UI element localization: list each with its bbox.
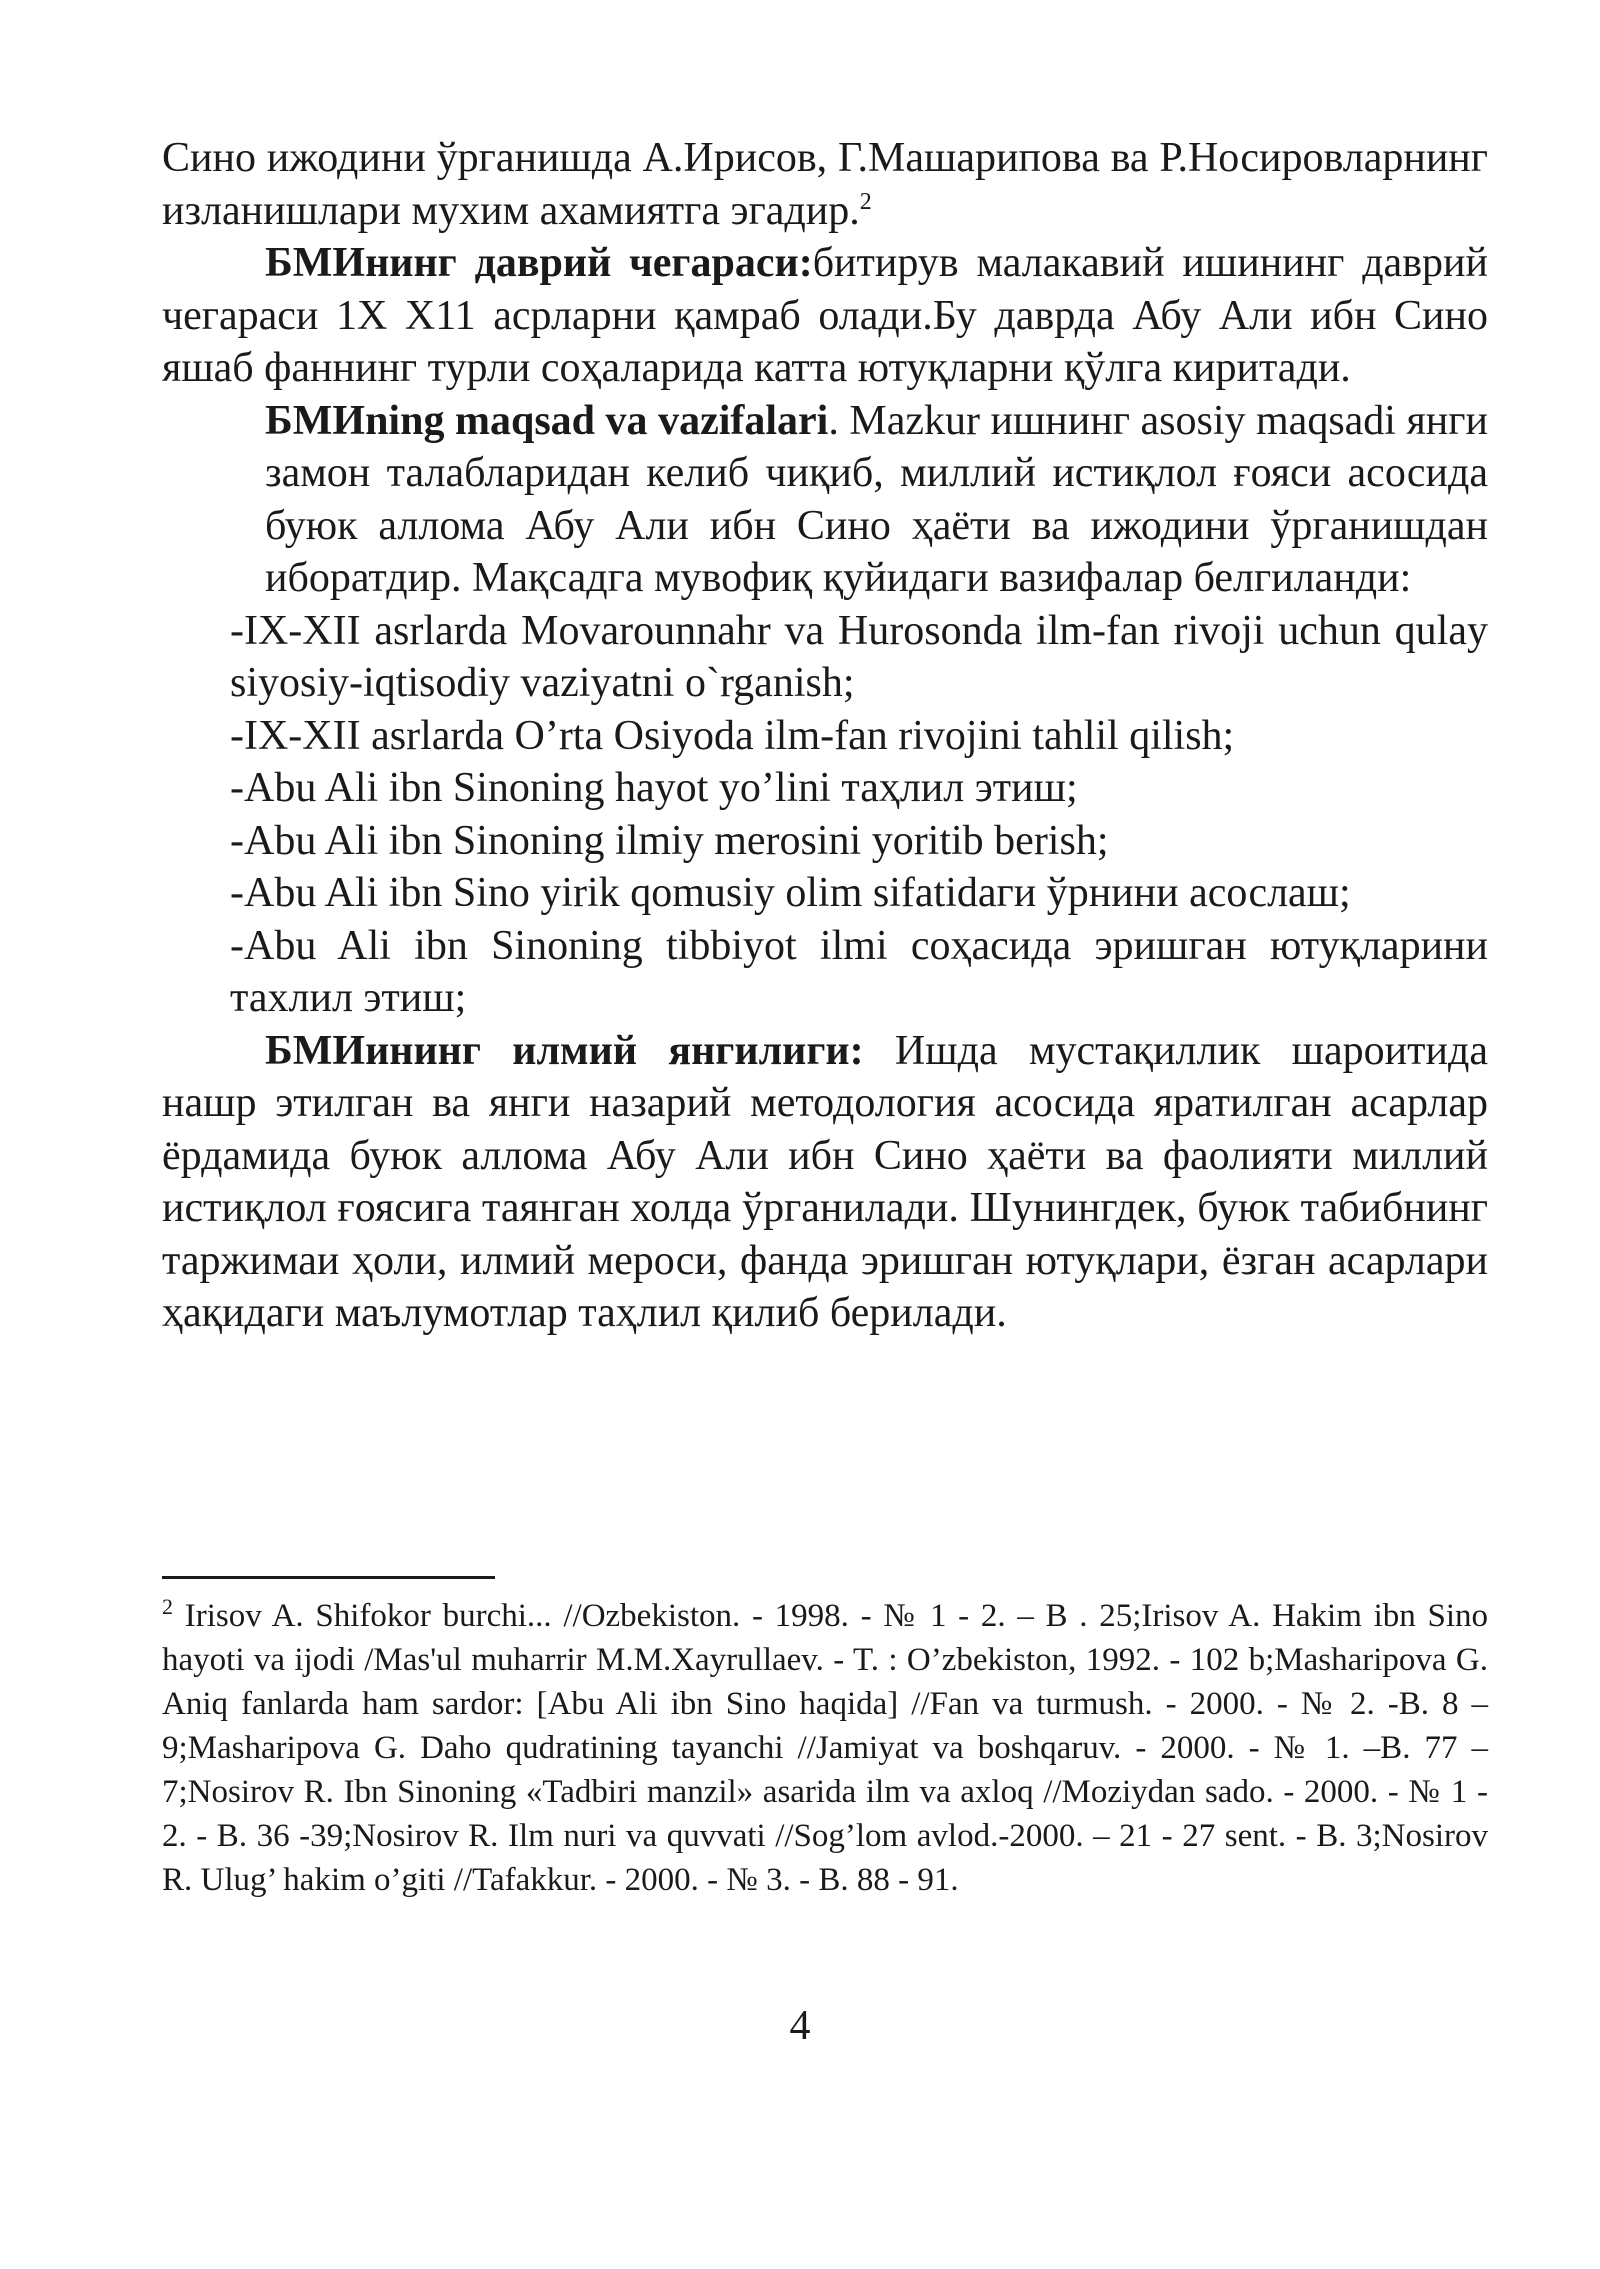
footnote-separator	[162, 1576, 495, 1579]
task-item: -Abu Ali ibn Sinoning hayot yo’lini таҳлил этиш;	[230, 765, 1078, 811]
intro-text: Сино ижодини ўрганишда А.Ирисов, Г.Машарипова ва Р.Носировларнинг изланишлари мухим ахамиятга эгадир.	[162, 135, 1488, 234]
task-item: -Abu Ali ibn Sinoning ilmiy merosini yoritib berish;	[230, 817, 1109, 864]
goals-text: . Mazkur ишнинг asosiy maqsadi янги замон талабларидан келиб чиқиб, миллий истиқлол ғояси асосида буюк аллома Абу Али ибн Сино ҳаёти ва ижодини ўрганишдан иборатдир. Мақсадга мувофиқ қуйидаги вазифалар белгиланди:	[265, 397, 1488, 601]
period-paragraph	[162, 237, 1488, 395]
goals-paragraph	[265, 395, 1488, 605]
footnote-reference[interactable]: 2	[859, 188, 872, 215]
task-item: -Abu Ali ibn Sino yirik qomusiy olim sifatidaги ўрнини асослаш;	[230, 870, 1351, 916]
page-number: 4	[789, 2003, 811, 2049]
footnote-number: 2	[162, 1594, 173, 1619]
intro-paragraph	[162, 132, 1488, 237]
task-item: -IX-XII asrlarda O’rta Osiyoda ilm-fan rivojini tahlil qilish;	[230, 712, 1235, 759]
novelty-heading: БМИининг илмий янгилиги:	[265, 1027, 864, 1074]
novelty-paragraph	[162, 1025, 1488, 1340]
page-body	[162, 132, 1488, 1340]
period-text: битирув малакавий ишининг даврий чегараси 1Х Х11 асрларни қамраб олади.Бу даврда Абу Али ибн Сино яшаб фаннинг турли соҳаларида катта ютуқларни қўлга киритади.	[162, 240, 1488, 391]
novelty-text: Ишда мустақиллик шароитида нашр этилган ва янги назарий методология асосида яратилган асарлар ёрдамида буюк аллома Абу Али ибн Сино ҳаёти ва фаолияти миллий истиқлол ғоясига таянган холда ўрганилади. Шунингдек, буюк табибнинг таржимаи ҳоли, илмий мероси, фанда эришган ютуқлари, ёзган асарлари ҳақидаги маълумотлар таҳлил қилиб берилади.	[162, 1027, 1488, 1336]
task-item: -Abu Ali ibn Sinoning tibbiyot ilmi соҳасида эришган ютуқларини тахлил этиш;	[230, 922, 1488, 1021]
task-list	[230, 605, 1488, 1025]
footnote-text: Irisov A. Shifokor burchi... //Ozbekiston. - 1998. - № 1 - 2. – B . 25;Irisov A. Hakim ibn Sino hayoti va ijodi /Mas'ul muharrir M.M.Xayrullaev. - T. : O’zbekiston, 1992. - 102 b;Masharipova G. Aniq fanlarda ham sardor: [Abu Ali ibn Sino haqida] //Fan va turmush. - 2000. - № 2. -B. 8 – 9;Masharipova G. Daho qudratining tayanchi //Jamiyat va boshqaruv. - 2000. - № 1. –B. 77 – 7;Nosirov R. Ibn Sinoning «Tadbiri manzil» asarida ilm va axloq //Moziydan sado. - 2000. - № 1 - 2. - B. 36 -39;Nosirov R. Ilm nuri va quvvati //Sog’lom avlod.-2000. – 21 - 27 sent. - B. 3;Nosirov R. Ulug’ hakim o’giti //Tafakkur. - 2000. - № 3. - B. 88 - 91.	[162, 1598, 1488, 1898]
task-item: -IX-XII asrlarda Movarounnahr va Hurosonda ilm-fan rivoji uchun qulay siyosiy-iqtisodiy vaziyatni o`rganish;	[230, 607, 1488, 706]
footnote	[162, 1594, 1488, 1902]
period-heading: БМИнинг даврий чегараси:	[265, 240, 813, 286]
goals-heading: БМИning maqsad va vazifalari	[265, 397, 829, 444]
